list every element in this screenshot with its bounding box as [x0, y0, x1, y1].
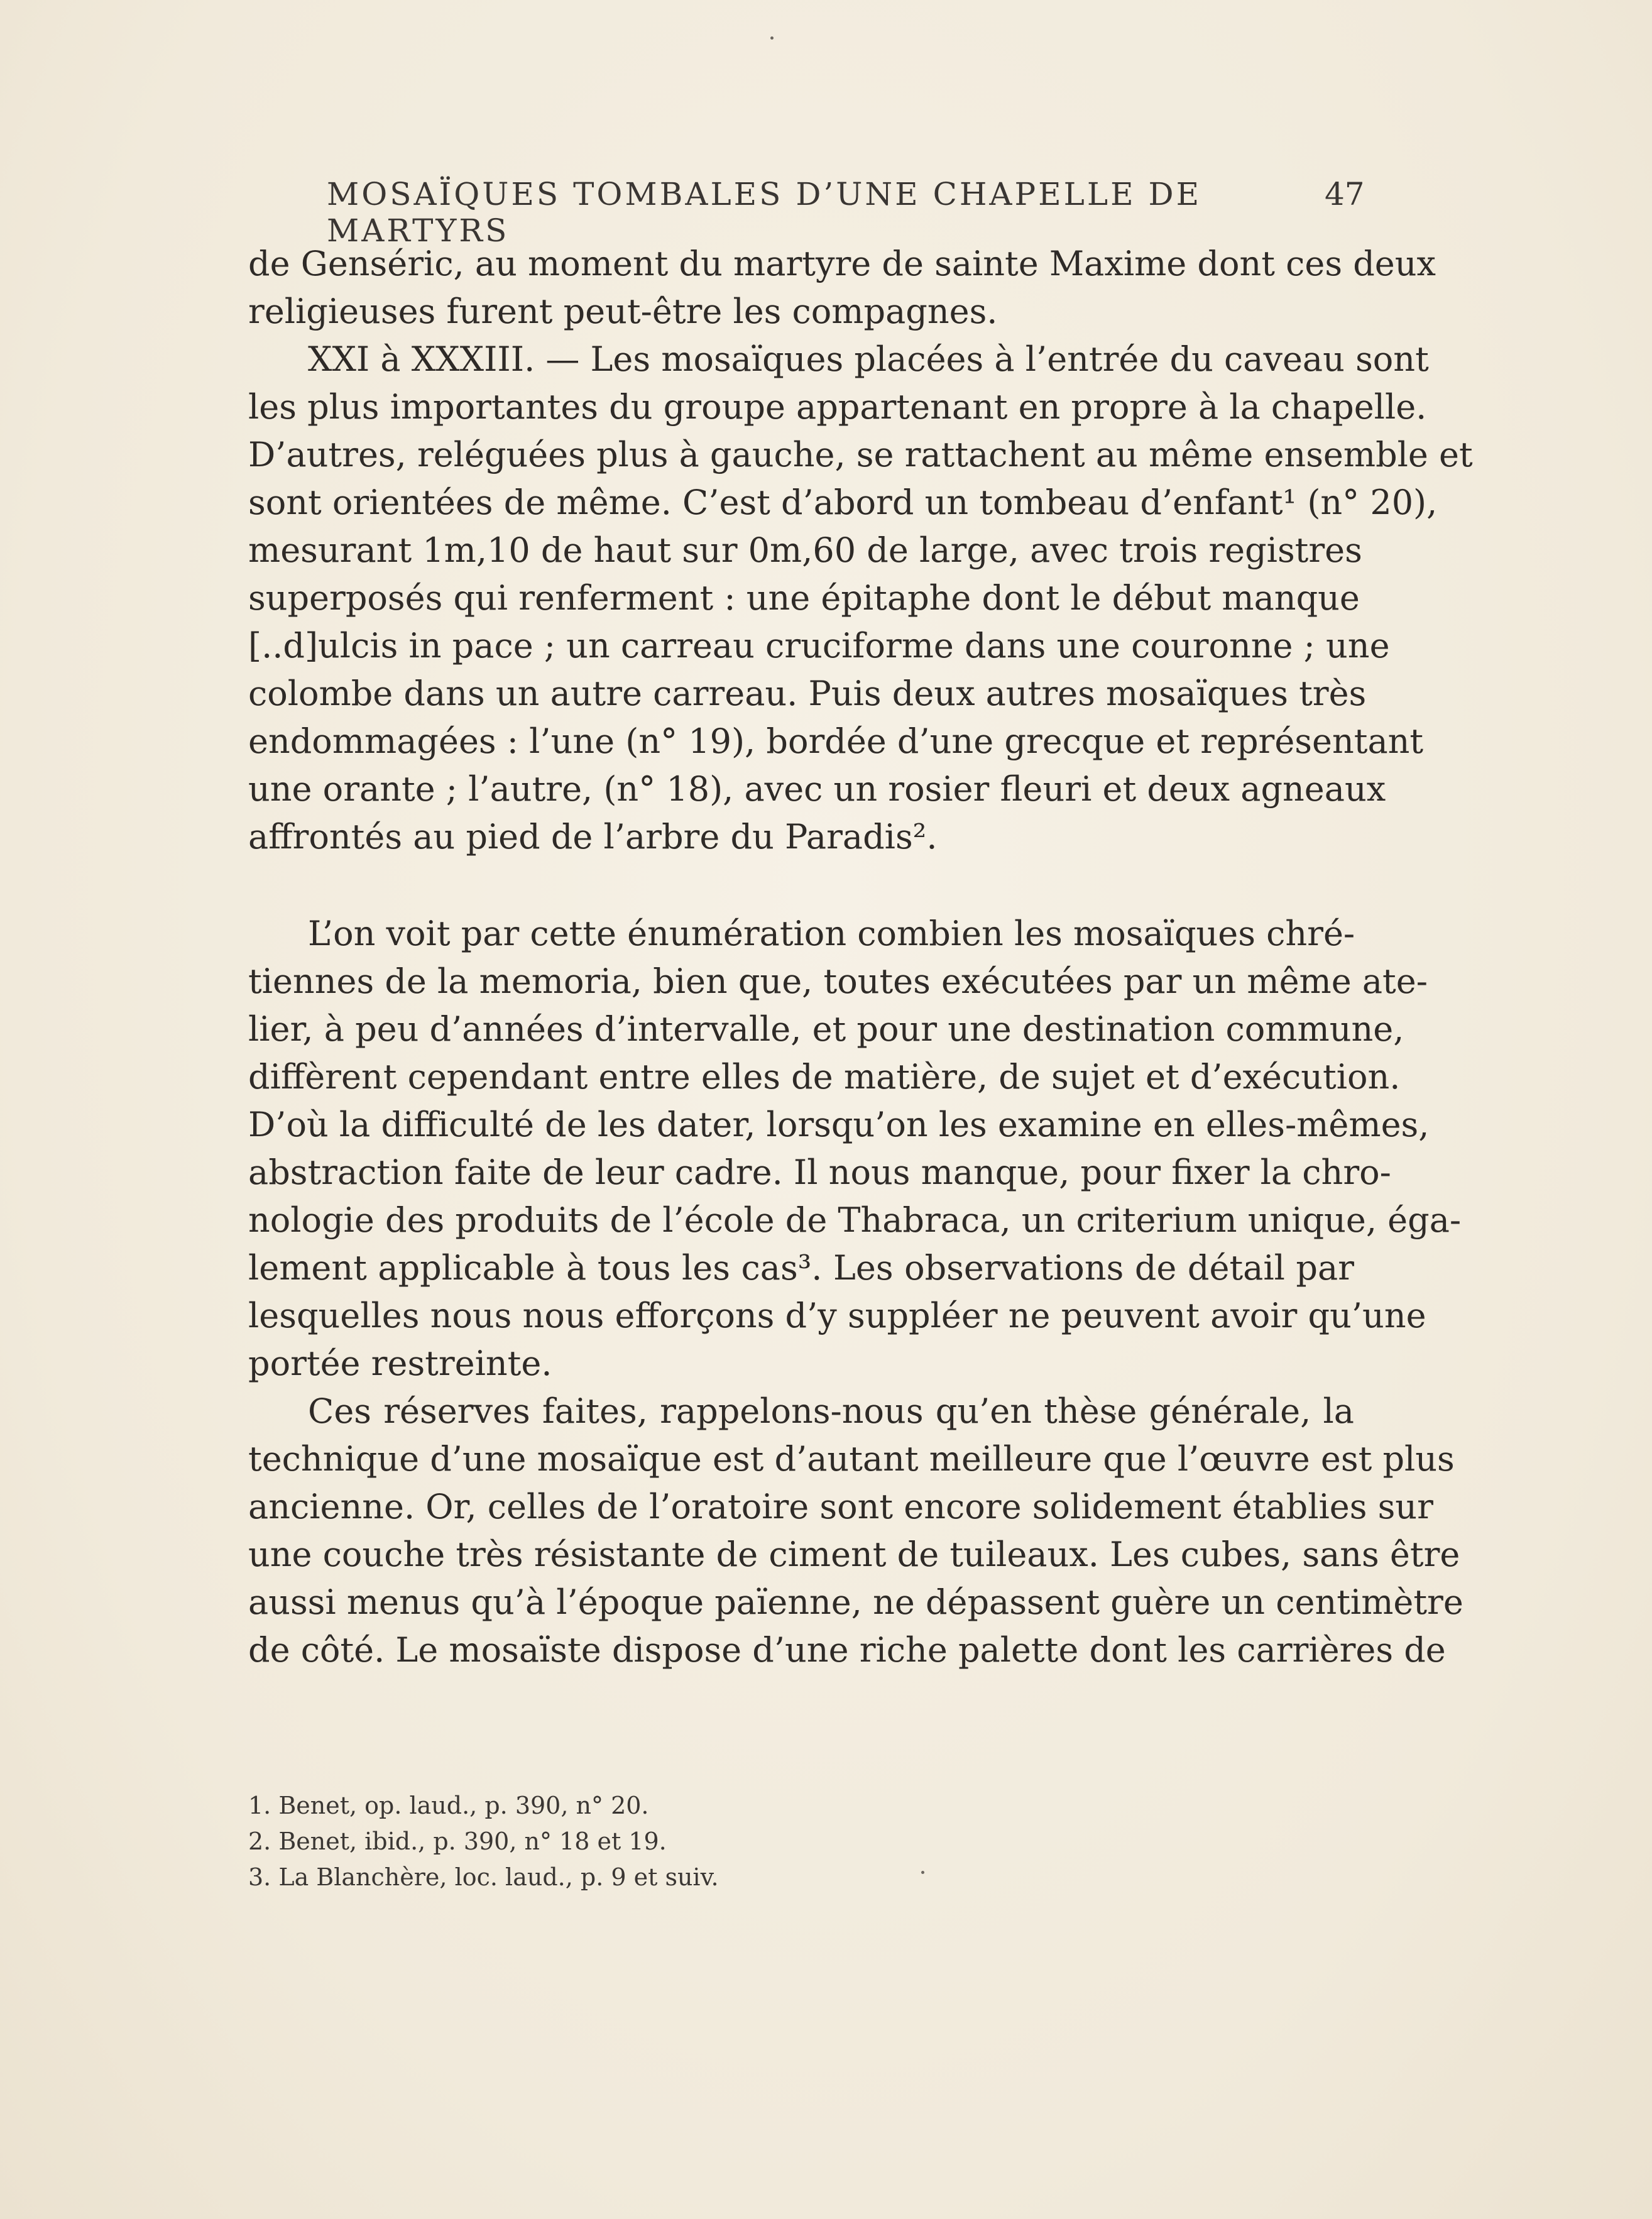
body-text [248, 240, 1473, 1674]
text-line: de côté. Le mosaïste dispose d’une riche palette dont les carrières de [248, 1630, 1446, 1670]
footnotes [248, 1788, 1065, 1895]
text-line: superposés qui renferment : une épitaphe dont le début manque [248, 578, 1360, 618]
text-line: L’on voit par cette énumération combien les mosaïques chré- [308, 914, 1355, 953]
text-line: sont orientées de même. C’est d’abord un tombeau d’enfant¹ (n° 20), [248, 483, 1438, 522]
footnote: 2. Benet, ibid., p. 390, n° 18 et 19. [248, 1827, 667, 1855]
text-line: ancienne. Or, celles de l’oratoire sont encore solidement établies sur [248, 1487, 1433, 1526]
text-line: religieuses furent peut-être les compagnes. [248, 292, 998, 331]
text-line: portée restreinte. [248, 1344, 552, 1383]
text-line: aussi menus qu’à l’époque païenne, ne dépassent guère un centimètre [248, 1582, 1463, 1622]
text-line: une couche très résistante de ciment de tuileaux. Les cubes, sans être [248, 1535, 1460, 1574]
text-line: endommagées : l’une (n° 19), bordée d’une grecque et représentant [248, 721, 1424, 761]
text-line: de Genséric, au moment du martyre de sainte Maxime dont ces deux [248, 244, 1436, 283]
text-line: Ces réserves faites, rappelons-nous qu’en thèse générale, la [308, 1391, 1354, 1431]
text-line: les plus importantes du groupe appartenant en propre à la chapelle. [248, 387, 1427, 427]
text-line: XXI à XXXIII. — Les mosaïques placées à l’entrée du caveau sont [308, 339, 1429, 379]
text-line: tiennes de la memoria, bien que, toutes exécutées par un même ate- [248, 962, 1428, 1001]
footnote: 3. La Blanchère, loc. laud., p. 9 et suiv. [248, 1863, 719, 1891]
text-line: lesquelles nous nous efforçons d’y suppléer ne peuvent avoir qu’une [248, 1296, 1426, 1335]
text-line: une orante ; l’autre, (n° 18), avec un rosier fleuri et deux agneaux [248, 769, 1386, 809]
text-line: nologie des produits de l’école de Thabraca, un criterium unique, éga- [248, 1200, 1462, 1240]
text-line: lement applicable à tous les cas³. Les observations de détail par [248, 1248, 1354, 1288]
text-line: diffèrent cependant entre elles de matière, de sujet et d’exécution. [248, 1057, 1401, 1097]
text-line: affrontés au pied de l’arbre du Paradis². [248, 817, 938, 857]
text-line: lier, à peu d’années d’intervalle, et pour une destination commune, [248, 1009, 1404, 1049]
text-line: technique d’une mosaïque est d’autant meilleure que l’œuvre est plus [248, 1439, 1455, 1479]
text-line: colombe dans un autre carreau. Puis deux autres mosaïques très [248, 674, 1367, 713]
text-line: [..d]ulcis in pace ; un carreau cruciforme dans une couronne ; une [248, 626, 1390, 666]
text-line: D’autres, reléguées plus à gauche, se rattachent au même ensemble et [248, 435, 1473, 474]
text-line: abstraction faite de leur cadre. Il nous manque, pour fixer la chro- [248, 1153, 1391, 1192]
running-head: MOSAÏQUES TOMBALES D’UNE CHAPELLE DE MARTYRS [327, 176, 1202, 249]
text-line: mesurant 1m,10 de haut sur 0m,60 de large, avec trois registres [248, 530, 1362, 570]
page-number: 47 [1325, 176, 1365, 212]
footnote: 1. Benet, op. laud., p. 390, n° 20. [248, 1792, 649, 1819]
ink-speck [770, 36, 774, 40]
text-line: D’où la difficulté de les dater, lorsqu’on les examine en elles-mêmes, [248, 1105, 1430, 1144]
